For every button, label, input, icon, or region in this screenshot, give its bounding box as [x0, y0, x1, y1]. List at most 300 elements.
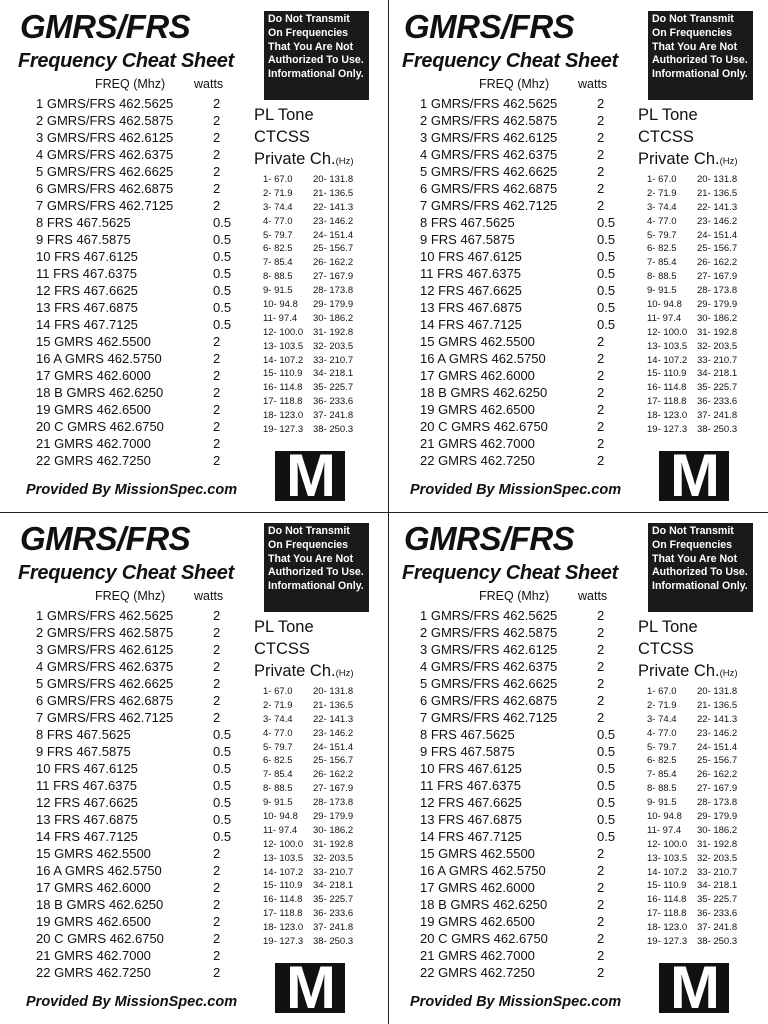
tone-code-left: 1- 67.0 — [263, 686, 293, 697]
tone-row — [647, 312, 757, 326]
tone-row — [263, 699, 373, 713]
cheat-sheet-card — [0, 0, 384, 512]
tone-code-right: 33- 210.7 — [313, 866, 354, 878]
frequency-label: 3 GMRS/FRS 462.6125 — [420, 130, 558, 145]
card-subtitle: Frequency Cheat Sheet — [402, 562, 618, 584]
frequency-label: 20 C GMRS 462.6750 — [420, 931, 548, 946]
frequency-label: 11 FRS 467.6375 — [36, 266, 137, 281]
tone-row — [647, 215, 757, 229]
tone-row — [647, 866, 757, 880]
frequency-label: 7 GMRS/FRS 462.7125 — [420, 710, 558, 725]
frequency-watts: 0.5 — [597, 761, 616, 776]
frequency-watts: 2 — [213, 385, 221, 400]
frequency-watts: 2 — [597, 914, 605, 929]
tone-code-left: 10- 94.8 — [647, 299, 682, 311]
tone-code-right: 38- 250.3 — [313, 424, 354, 436]
tone-row — [263, 354, 373, 368]
tone-row — [263, 824, 373, 838]
tone-code-right: 37- 241.8 — [697, 922, 738, 934]
tone-row — [647, 699, 757, 713]
tone-code-right: 24- 151.4 — [697, 741, 738, 753]
frequency-row — [36, 777, 240, 794]
tone-row — [263, 796, 373, 810]
tone-row — [647, 741, 757, 755]
frequency-row — [420, 811, 624, 828]
tone-code-left: 5- 79.7 — [263, 229, 293, 241]
tone-code-right: 34- 218.1 — [697, 368, 738, 380]
frequency-row — [420, 231, 624, 248]
frequency-watts: 0.5 — [213, 795, 232, 810]
frequency-row — [420, 896, 624, 913]
tone-code-left: 8- 88.5 — [647, 783, 677, 795]
frequency-label: 21 GMRS 462.7000 — [420, 436, 535, 451]
tone-code-right: 21- 136.5 — [697, 187, 738, 199]
frequency-watts: 2 — [213, 198, 221, 213]
frequency-list — [36, 607, 240, 981]
frequency-label: 11 FRS 467.6375 — [36, 778, 137, 793]
tone-code-right: 26- 162.2 — [697, 769, 738, 781]
tone-code-left: 11- 97.4 — [263, 824, 298, 836]
frequency-label: 7 GMRS/FRS 462.7125 — [36, 710, 174, 725]
tone-row — [263, 768, 373, 782]
frequency-label: 4 GMRS/FRS 462.6375 — [36, 659, 174, 674]
frequency-watts: 2 — [597, 880, 605, 895]
watts-column-header: watts — [578, 589, 608, 603]
tone-code-left: 5- 79.7 — [647, 229, 677, 241]
tone-code-right: 32- 203.5 — [313, 340, 354, 352]
tone-row — [647, 907, 757, 921]
tone-row — [647, 713, 757, 727]
tone-code-right: 24- 151.4 — [313, 741, 354, 753]
frequency-label: 21 GMRS 462.7000 — [420, 948, 535, 963]
tone-code-left: 19- 127.3 — [647, 936, 688, 948]
tone-code-right: 33- 210.7 — [697, 866, 738, 878]
tone-code-right: 22- 141.3 — [697, 713, 738, 725]
frequency-label: 13 FRS 467.6875 — [36, 300, 138, 315]
frequency-row — [36, 794, 240, 811]
tone-row — [263, 326, 373, 340]
frequency-label: 15 GMRS 462.5500 — [420, 846, 535, 861]
tone-code-left: 3- 74.4 — [263, 713, 293, 725]
tone-code-right: 25- 156.7 — [313, 755, 354, 767]
tone-code-left: 13- 103.5 — [647, 340, 688, 352]
pl-tone-heading: PL Tone — [254, 106, 314, 124]
frequency-watts: 2 — [597, 198, 605, 213]
tone-row — [647, 796, 757, 810]
tone-code-right: 30- 186.2 — [697, 312, 738, 324]
frequency-watts: 2 — [213, 351, 221, 366]
tone-code-left: 9- 91.5 — [263, 797, 293, 809]
frequency-row — [420, 350, 624, 367]
frequency-row — [36, 248, 240, 265]
tone-code-right: 26- 162.2 — [313, 257, 354, 269]
tone-row — [647, 423, 757, 437]
tone-code-right: 29- 179.9 — [313, 299, 354, 311]
frequency-label: 9 FRS 467.5875 — [36, 744, 131, 759]
tone-code-left: 18- 123.0 — [263, 922, 304, 934]
frequency-label: 11 FRS 467.6375 — [420, 778, 521, 793]
tone-code-left: 10- 94.8 — [263, 811, 298, 823]
frequency-row — [36, 607, 240, 624]
tone-code-right: 21- 136.5 — [697, 699, 738, 711]
tone-row — [263, 173, 373, 187]
frequency-watts: 2 — [213, 846, 221, 861]
frequency-watts: 0.5 — [597, 795, 616, 810]
warning-box: Do Not Transmit On Frequencies That You Are Not Authorized To Use. Informational Only. — [264, 523, 369, 612]
frequency-label: 16 A GMRS 462.5750 — [36, 863, 162, 878]
frequency-label: 19 GMRS 462.6500 — [36, 914, 151, 929]
tone-code-right: 30- 186.2 — [313, 312, 354, 324]
tone-code-right: 28- 173.8 — [697, 285, 738, 297]
frequency-label: 6 GMRS/FRS 462.6875 — [36, 181, 174, 196]
tone-row — [647, 921, 757, 935]
tone-code-right: 27- 167.9 — [313, 271, 354, 283]
tone-code-left: 4- 77.0 — [263, 215, 293, 227]
frequency-label: 7 GMRS/FRS 462.7125 — [420, 198, 558, 213]
frequency-watts: 2 — [597, 385, 605, 400]
frequency-row — [36, 452, 240, 469]
frequency-watts: 2 — [213, 693, 221, 708]
frequency-row — [420, 845, 624, 862]
tone-list — [647, 685, 757, 949]
frequency-label: 19 GMRS 462.6500 — [420, 914, 535, 929]
frequency-row — [420, 624, 624, 641]
frequency-watts: 2 — [597, 351, 605, 366]
tone-row — [263, 810, 373, 824]
tone-row — [647, 326, 757, 340]
tone-code-left: 7- 85.4 — [647, 769, 677, 781]
tone-row — [263, 312, 373, 326]
tone-code-right: 38- 250.3 — [697, 424, 738, 436]
frequency-row — [36, 845, 240, 862]
tone-row — [647, 187, 757, 201]
tone-row — [263, 201, 373, 215]
missionspec-logo: M — [659, 963, 729, 1013]
tone-row — [263, 782, 373, 796]
tone-code-left: 5- 79.7 — [647, 741, 677, 753]
tone-code-right: 35- 225.7 — [697, 382, 738, 394]
tone-code-left: 17- 118.8 — [647, 908, 687, 920]
frequency-label: 6 GMRS/FRS 462.6875 — [420, 693, 558, 708]
frequency-label: 13 FRS 467.6875 — [36, 812, 138, 827]
tone-code-right: 22- 141.3 — [313, 201, 354, 213]
tone-row — [647, 879, 757, 893]
frequency-watts: 2 — [213, 147, 221, 162]
frequency-row — [420, 675, 624, 692]
frequency-watts: 2 — [597, 625, 605, 640]
frequency-watts: 2 — [213, 659, 221, 674]
tone-row — [263, 879, 373, 893]
tone-code-left: 3- 74.4 — [647, 201, 677, 213]
tone-code-left: 12- 100.0 — [647, 326, 688, 338]
warning-box: Do Not Transmit On Frequencies That You Are Not Authorized To Use. Informational Only. — [648, 523, 753, 612]
frequency-watts: 0.5 — [597, 300, 616, 315]
frequency-label: 15 GMRS 462.5500 — [420, 334, 535, 349]
tone-code-left: 1- 67.0 — [647, 686, 677, 697]
pl-tone-heading: PL Tone — [638, 618, 698, 636]
frequency-row — [36, 401, 240, 418]
frequency-label: 17 GMRS 462.6000 — [420, 880, 535, 895]
frequency-label: 5 GMRS/FRS 462.6625 — [420, 164, 558, 179]
frequency-row — [36, 658, 240, 675]
tone-code-right: 35- 225.7 — [313, 894, 354, 906]
frequency-watts: 0.5 — [213, 812, 232, 827]
tone-code-right: 28- 173.8 — [313, 797, 354, 809]
tone-code-left: 10- 94.8 — [647, 811, 682, 823]
tone-code-left: 15- 110.9 — [647, 368, 687, 380]
frequency-watts: 2 — [213, 880, 221, 895]
tone-code-right: 20- 131.8 — [697, 686, 738, 697]
frequency-row — [36, 95, 240, 112]
frequency-watts: 0.5 — [597, 727, 616, 742]
frequency-row — [420, 367, 624, 384]
frequency-watts: 0.5 — [213, 283, 232, 298]
frequency-label: 17 GMRS 462.6000 — [36, 880, 151, 895]
tone-code-right: 20- 131.8 — [313, 174, 354, 185]
card-title: GMRS/FRS — [20, 520, 191, 557]
frequency-watts: 2 — [213, 676, 221, 691]
frequency-watts: 2 — [213, 710, 221, 725]
tone-code-right: 32- 203.5 — [313, 852, 354, 864]
tone-row — [647, 284, 757, 298]
tone-code-right: 34- 218.1 — [313, 880, 354, 892]
tone-row — [647, 935, 757, 949]
frequency-watts: 2 — [597, 863, 605, 878]
tone-row — [263, 187, 373, 201]
tone-code-right: 24- 151.4 — [697, 229, 738, 241]
frequency-watts: 2 — [213, 914, 221, 929]
tone-code-right: 35- 225.7 — [313, 382, 354, 394]
tone-code-right: 22- 141.3 — [313, 713, 354, 725]
tone-row — [263, 907, 373, 921]
tone-code-left: 8- 88.5 — [263, 783, 293, 795]
ctcss-heading: CTCSS — [638, 640, 694, 658]
freq-column-header: FREQ (Mhz) — [95, 77, 166, 91]
frequency-watts: 2 — [597, 164, 605, 179]
tone-code-left: 6- 82.5 — [263, 755, 293, 767]
frequency-row — [36, 896, 240, 913]
tone-row — [263, 685, 373, 699]
frequency-label: 19 GMRS 462.6500 — [36, 402, 151, 417]
tone-row — [263, 921, 373, 935]
tone-code-left: 15- 110.9 — [263, 880, 303, 892]
frequency-watts: 2 — [597, 931, 605, 946]
tone-code-left: 18- 123.0 — [647, 922, 688, 934]
frequency-watts: 0.5 — [597, 215, 616, 230]
frequency-watts: 2 — [213, 436, 221, 451]
tone-code-left: 14- 107.2 — [263, 866, 304, 878]
private-channel-label: Private Ch. — [254, 662, 336, 680]
tone-code-left: 7- 85.4 — [263, 769, 293, 781]
frequency-watts: 2 — [213, 181, 221, 196]
tone-code-right: 29- 179.9 — [697, 299, 738, 311]
frequency-row — [36, 316, 240, 333]
frequency-watts: 2 — [597, 334, 605, 349]
tone-code-left: 9- 91.5 — [263, 285, 293, 297]
private-channel-label: Private Ch. — [638, 150, 720, 168]
frequency-label: 22 GMRS 462.7250 — [36, 965, 151, 980]
frequency-row — [420, 265, 624, 282]
tone-row — [263, 256, 373, 270]
frequency-watts: 0.5 — [597, 266, 616, 281]
frequency-row — [36, 214, 240, 231]
tone-row — [263, 741, 373, 755]
tone-row — [647, 229, 757, 243]
frequency-label: 16 A GMRS 462.5750 — [420, 351, 546, 366]
tone-code-left: 10- 94.8 — [263, 299, 298, 311]
missionspec-logo: M — [275, 963, 345, 1013]
frequency-row — [36, 367, 240, 384]
frequency-label: 14 FRS 467.7125 — [36, 829, 138, 844]
frequency-row — [36, 692, 240, 709]
frequency-label: 6 GMRS/FRS 462.6875 — [36, 693, 174, 708]
tone-row — [647, 838, 757, 852]
tone-code-left: 2- 71.9 — [263, 699, 293, 711]
frequency-list — [36, 95, 240, 469]
frequency-label: 5 GMRS/FRS 462.6625 — [36, 164, 174, 179]
frequency-label: 18 B GMRS 462.6250 — [36, 385, 164, 400]
frequency-label: 2 GMRS/FRS 462.5875 — [420, 113, 558, 128]
ctcss-heading: CTCSS — [638, 128, 694, 146]
private-channel-heading — [638, 151, 738, 168]
frequency-row — [420, 435, 624, 452]
tone-code-right: 30- 186.2 — [697, 824, 738, 836]
frequency-watts: 2 — [597, 147, 605, 162]
footer-credit: Provided By MissionSpec.com — [410, 994, 622, 1010]
tone-code-left: 18- 123.0 — [647, 410, 688, 422]
frequency-watts: 0.5 — [213, 744, 232, 759]
frequency-row — [420, 607, 624, 624]
frequency-label: 7 GMRS/FRS 462.7125 — [36, 198, 174, 213]
frequency-label: 12 FRS 467.6625 — [420, 795, 522, 810]
frequency-row — [420, 658, 624, 675]
frequency-row — [36, 879, 240, 896]
frequency-row — [36, 129, 240, 146]
tone-row — [647, 173, 757, 187]
tone-code-right: 26- 162.2 — [313, 769, 354, 781]
frequency-label: 4 GMRS/FRS 462.6375 — [420, 659, 558, 674]
frequency-label: 22 GMRS 462.7250 — [36, 453, 151, 468]
hz-unit-label: (Hz) — [335, 156, 354, 167]
frequency-row — [420, 726, 624, 743]
frequency-row — [420, 452, 624, 469]
frequency-watts: 2 — [597, 676, 605, 691]
frequency-watts: 2 — [597, 181, 605, 196]
frequency-label: 18 B GMRS 462.6250 — [36, 897, 164, 912]
tone-row — [263, 298, 373, 312]
frequency-watts: 0.5 — [597, 829, 616, 844]
tone-code-right: 24- 151.4 — [313, 229, 354, 241]
tone-row — [647, 409, 757, 423]
frequency-label: 1 GMRS/FRS 462.5625 — [36, 96, 174, 111]
frequency-watts: 2 — [597, 948, 605, 963]
tone-row — [263, 229, 373, 243]
tone-row — [263, 409, 373, 423]
frequency-label: 10 FRS 467.6125 — [420, 249, 522, 264]
frequency-label: 16 A GMRS 462.5750 — [420, 863, 546, 878]
frequency-watts: 2 — [597, 130, 605, 145]
tone-code-right: 23- 146.2 — [697, 727, 738, 739]
tone-code-left: 6- 82.5 — [647, 243, 677, 255]
frequency-watts: 2 — [213, 130, 221, 145]
frequency-label: 1 GMRS/FRS 462.5625 — [420, 608, 558, 623]
tone-row — [647, 852, 757, 866]
frequency-watts: 0.5 — [213, 215, 232, 230]
tone-code-left: 8- 88.5 — [647, 271, 677, 283]
tone-row — [647, 354, 757, 368]
tone-code-right: 21- 136.5 — [313, 187, 354, 199]
frequency-row — [36, 180, 240, 197]
frequency-row — [36, 913, 240, 930]
frequency-label: 9 FRS 467.5875 — [36, 232, 131, 247]
frequency-watts: 2 — [597, 436, 605, 451]
tone-code-left: 11- 97.4 — [647, 824, 682, 836]
hz-unit-label: (Hz) — [719, 668, 738, 679]
frequency-label: 12 FRS 467.6625 — [420, 283, 522, 298]
tone-row — [647, 893, 757, 907]
frequency-watts: 2 — [213, 368, 221, 383]
frequency-label: 20 C GMRS 462.6750 — [420, 419, 548, 434]
frequency-label: 14 FRS 467.7125 — [36, 317, 138, 332]
tone-code-left: 6- 82.5 — [647, 755, 677, 767]
cheat-sheet-card — [384, 0, 768, 512]
frequency-label: 17 GMRS 462.6000 — [36, 368, 151, 383]
freq-column-header: FREQ (Mhz) — [95, 589, 166, 603]
frequency-row — [420, 641, 624, 658]
frequency-row — [36, 384, 240, 401]
frequency-row — [36, 418, 240, 435]
tone-code-left: 6- 82.5 — [263, 243, 293, 255]
hz-unit-label: (Hz) — [335, 668, 354, 679]
tone-code-left: 17- 118.8 — [647, 396, 687, 408]
tone-code-right: 31- 192.8 — [313, 326, 354, 338]
tone-code-right: 26- 162.2 — [697, 257, 738, 269]
card-title: GMRS/FRS — [404, 520, 575, 557]
frequency-watts: 2 — [597, 608, 605, 623]
private-channel-label: Private Ch. — [638, 662, 720, 680]
tone-code-right: 33- 210.7 — [697, 354, 738, 366]
tone-code-right: 38- 250.3 — [697, 936, 738, 948]
frequency-watts: 2 — [213, 164, 221, 179]
frequency-label: 22 GMRS 462.7250 — [420, 965, 535, 980]
frequency-label: 3 GMRS/FRS 462.6125 — [36, 642, 174, 657]
tone-code-left: 9- 91.5 — [647, 285, 677, 297]
frequency-label: 5 GMRS/FRS 462.6625 — [36, 676, 174, 691]
frequency-row — [36, 760, 240, 777]
tone-code-right: 31- 192.8 — [697, 838, 738, 850]
frequency-watts: 2 — [597, 419, 605, 434]
frequency-watts: 2 — [213, 334, 221, 349]
tone-code-right: 20- 131.8 — [313, 686, 354, 697]
frequency-watts: 0.5 — [597, 317, 616, 332]
tone-row — [647, 810, 757, 824]
frequency-row — [420, 214, 624, 231]
tone-row — [263, 893, 373, 907]
frequency-row — [36, 947, 240, 964]
frequency-watts: 0.5 — [597, 283, 616, 298]
frequency-row — [36, 146, 240, 163]
frequency-list — [420, 95, 624, 469]
tone-code-right: 29- 179.9 — [697, 811, 738, 823]
frequency-row — [420, 760, 624, 777]
frequency-label: 8 FRS 467.5625 — [420, 727, 515, 742]
frequency-watts: 0.5 — [213, 761, 232, 776]
tone-code-right: 20- 131.8 — [697, 174, 738, 185]
tone-row — [263, 270, 373, 284]
tone-code-left: 19- 127.3 — [647, 424, 688, 436]
tone-row — [263, 713, 373, 727]
tone-code-right: 23- 146.2 — [313, 727, 354, 739]
